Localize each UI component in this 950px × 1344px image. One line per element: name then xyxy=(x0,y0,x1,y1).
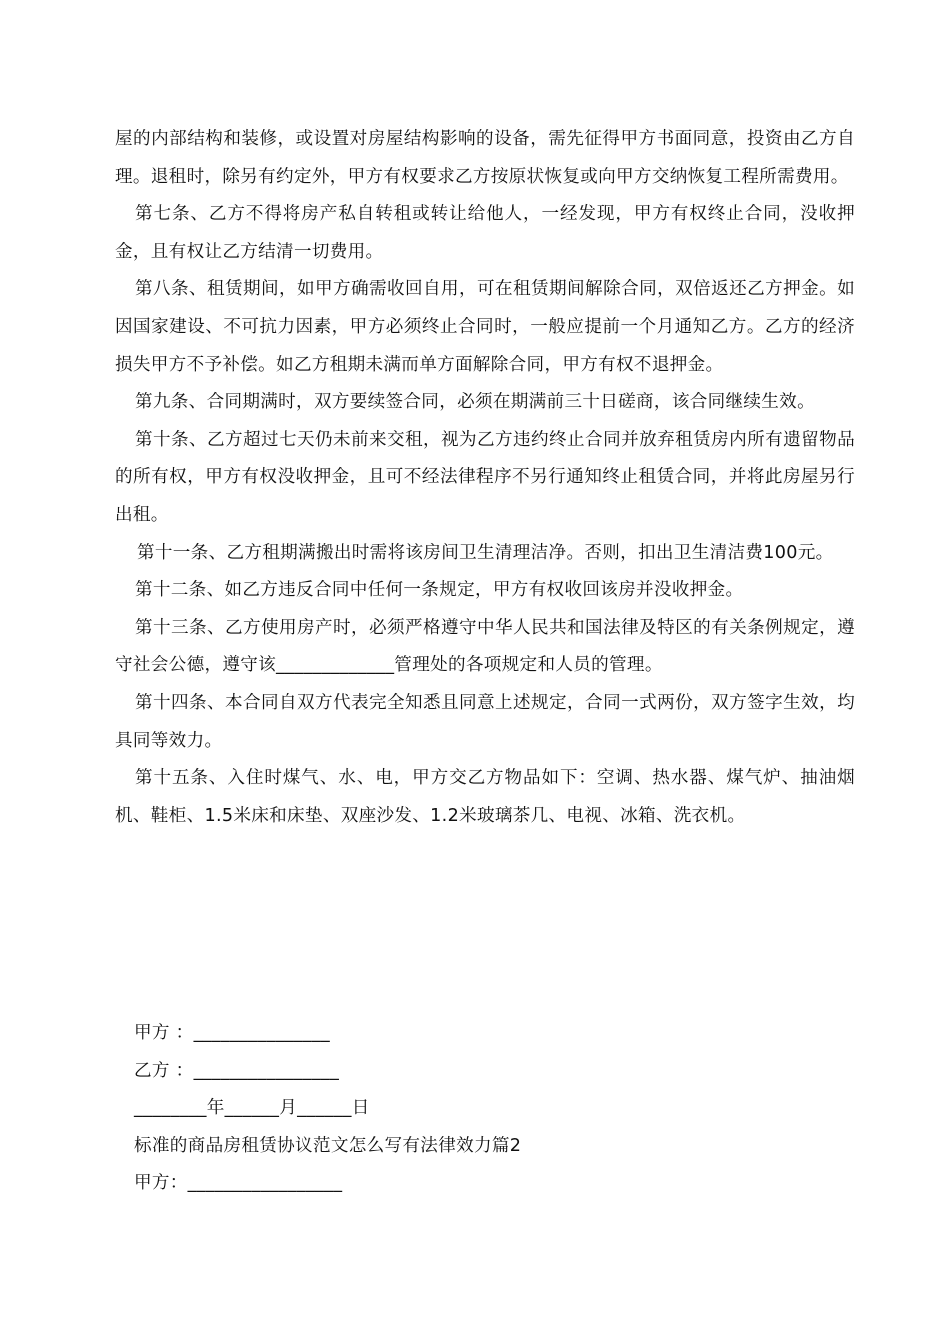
clause-13: 第十三条、乙方使用房产时，必须严格遵守中华人民共和国法律及特区的有关条例规定，遵守社会公德，遵守该_____________管理处的各项规定和人员的管理。 xyxy=(115,617,855,676)
clause-9: 第九条、合同期满时，双方要续签合同，必须在期满前三十日磋商，该合同继续生效。 xyxy=(135,392,815,413)
signature-date: ________年______月______日 xyxy=(134,1098,370,1119)
paragraph-continuation: 屋的内部结构和装修，或设置对房屋结构影响的设备，需先征得甲方书面同意，投资由乙方自理。退租时，除另有约定外，甲方有权要求乙方按原状恢复或向甲方交纳恢复工程所需费用。 xyxy=(115,129,855,187)
clause-14: 第十四条、本合同自双方代表完全知悉且同意上述规定，合同一式两份，双方签字生效，均具同等效力。 xyxy=(115,692,855,751)
party-a-signature: 甲方 ：_______________ xyxy=(134,1023,331,1043)
clause-7: 第七条、乙方不得将房产私自转租或转让给他人，一经发现，甲方有权终止合同，没收押金，且有权让乙方结清一切费用。 xyxy=(115,204,855,262)
signature-block xyxy=(134,1015,834,1203)
contract-body xyxy=(115,121,855,835)
clause-11: 第十一条、乙方租期满搬出时需将该房间卫生清理洁净。否则，扣出卫生清洁费100元。 xyxy=(137,542,834,563)
clause-12: 第十二条、如乙方违反合同中任何一条规定，甲方有权收回该房并没收押金。 xyxy=(135,580,744,601)
next-party-a: 甲方：_________________ xyxy=(134,1173,343,1194)
clause-8: 第八条、租赁期间，如甲方确需收回自用，可在租赁期间解除合同，双倍返还乙方押金。如因国家建设、不可抗力因素，甲方必须终止合同时，一般应提前一个月通知乙方。乙方的经济损失甲方不予补偿。如乙方租期未满而单方面解除合同，甲方有权不退押金。 xyxy=(115,279,855,375)
party-b-signature: 乙方 ：________________ xyxy=(134,1060,340,1081)
clause-15: 第十五条、入住时煤气、水、电，甲方交乙方物品如下：空调、热水器、煤气炉、抽油烟机、鞋柜、1.5米床和床垫、双座沙发、1.2米玻璃茶几、电视、冰箱、洗衣机。 xyxy=(115,768,855,826)
clause-10: 第十条、乙方超过七天仍未前来交租，视为乙方违约终止合同并放弃租赁房内所有遗留物品的所有权，甲方有权没收押金，且可不经法律程序不另行通知终止租赁合同，并将此房屋另行出租。 xyxy=(115,429,855,525)
section-title: 标准的商品房租赁协议范文怎么写有法律效力篇2 xyxy=(134,1135,522,1156)
